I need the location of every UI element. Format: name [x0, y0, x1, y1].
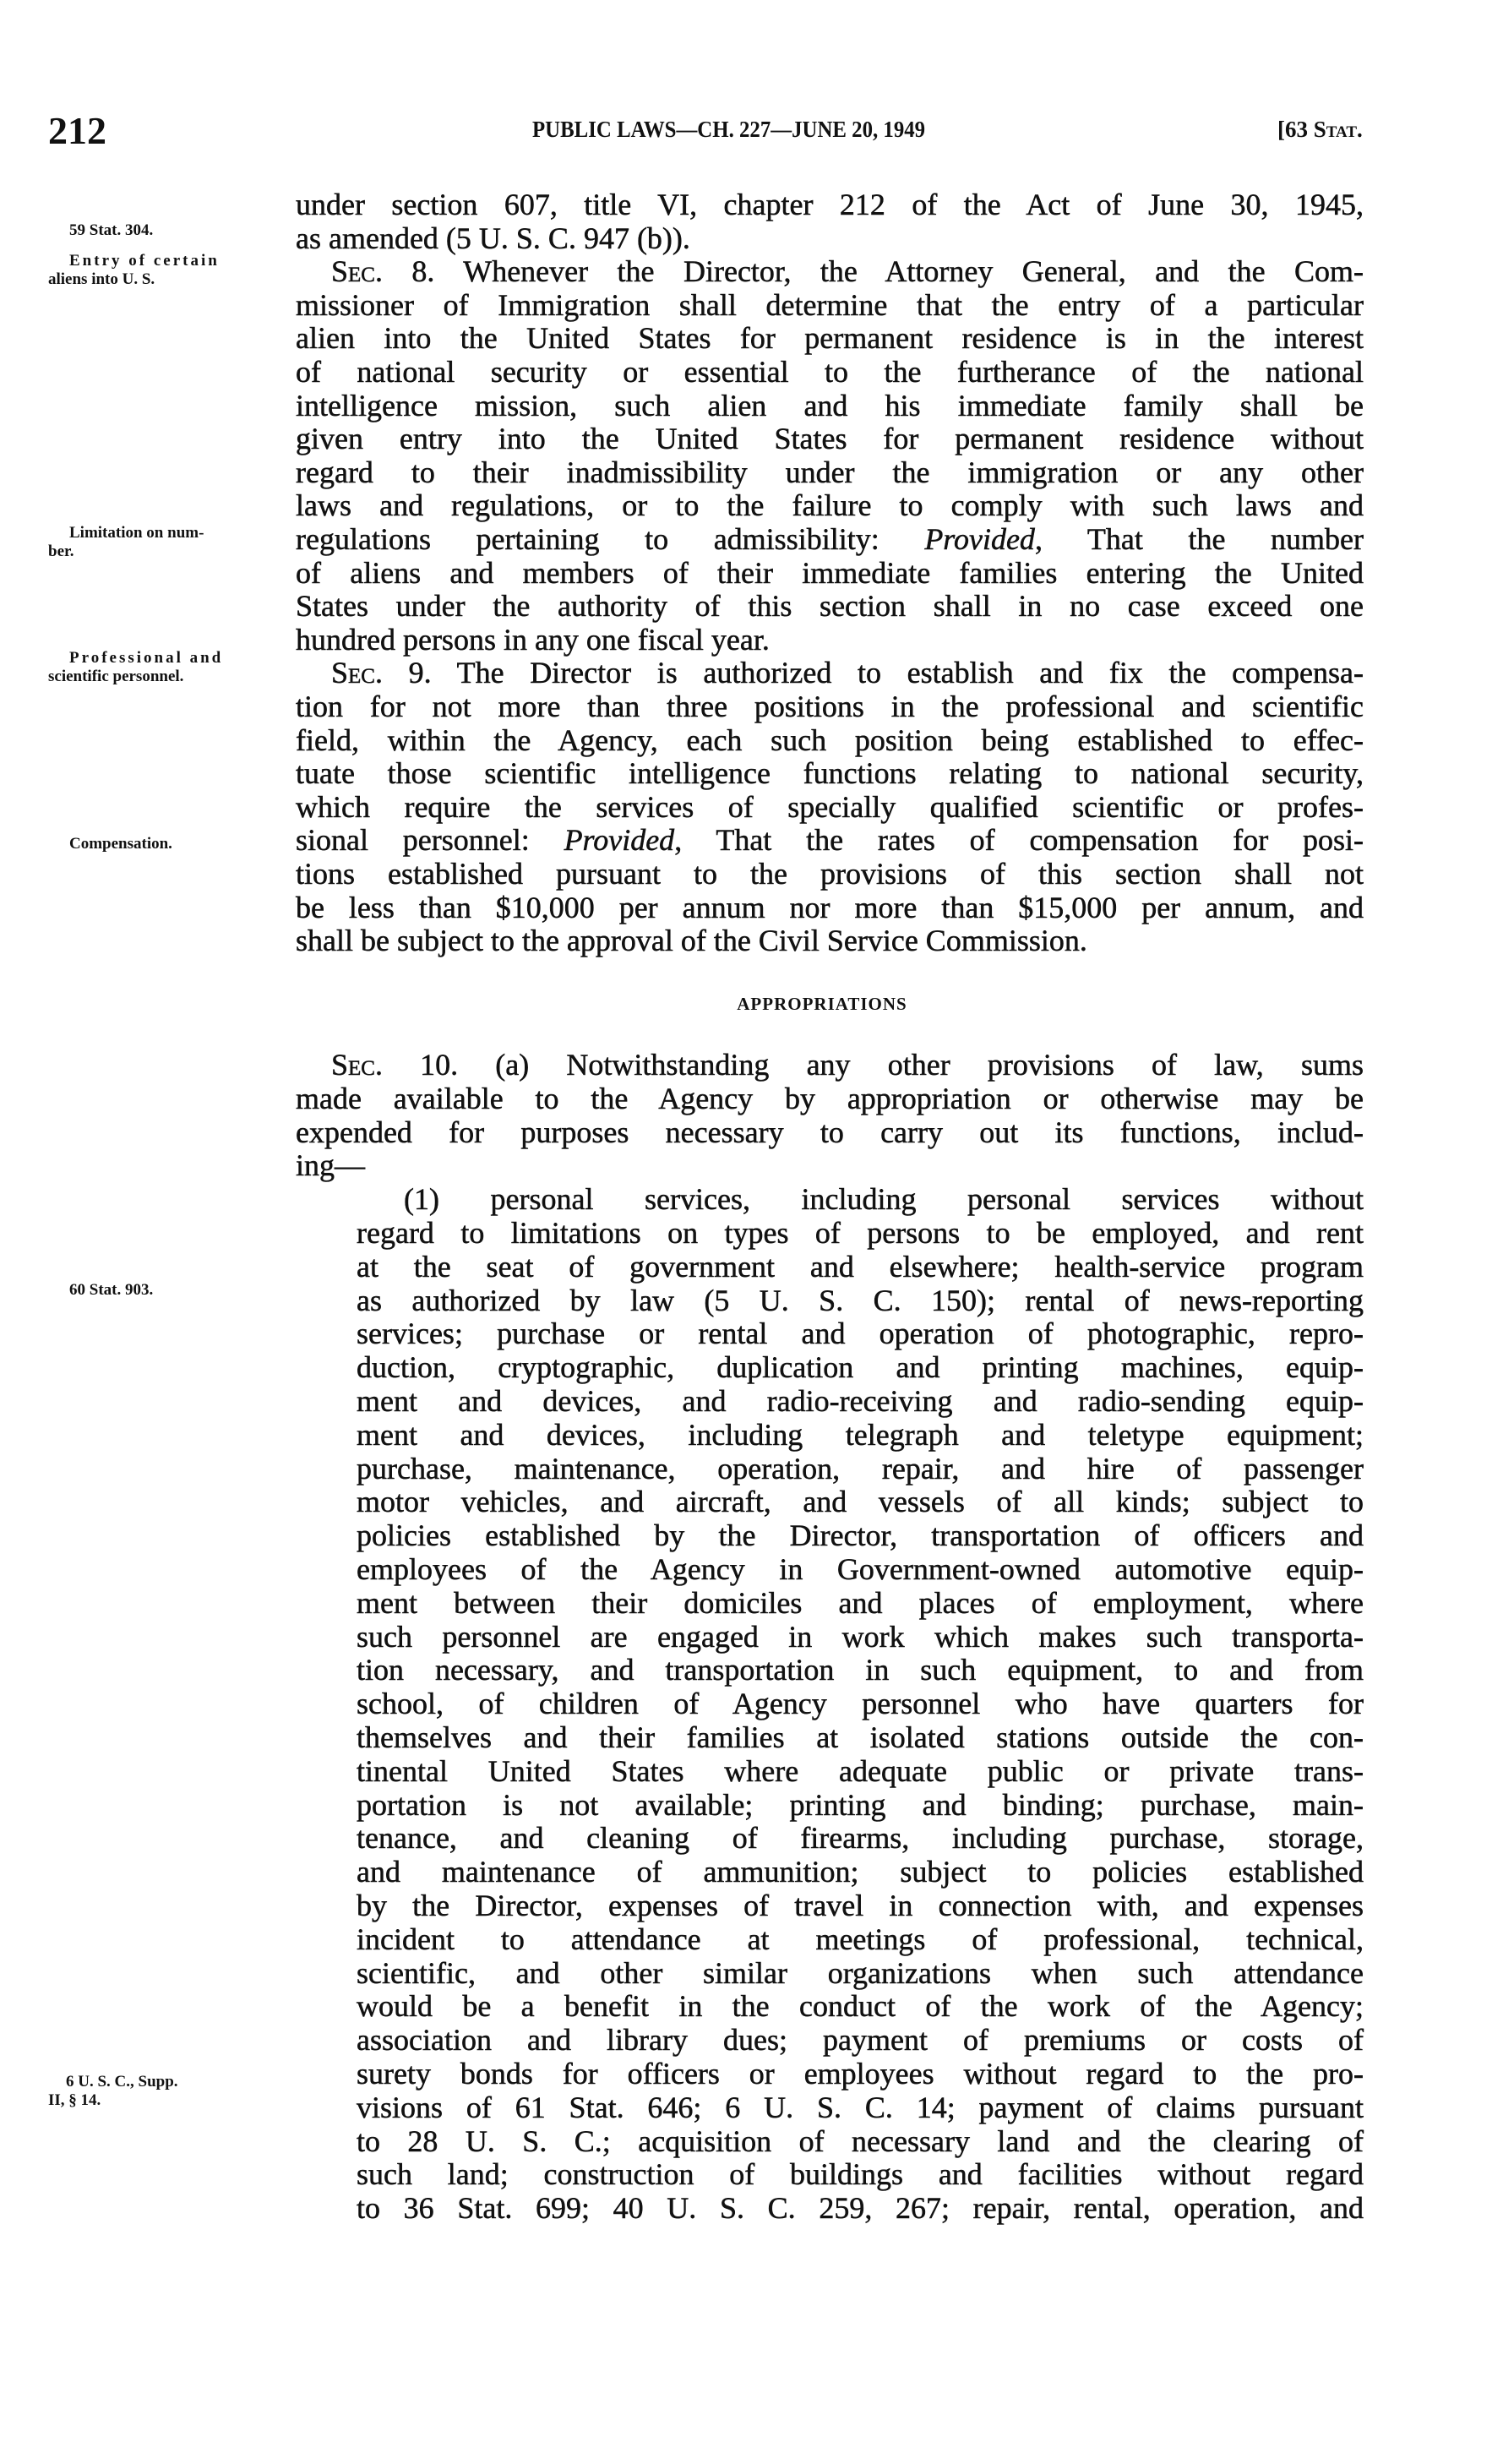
paragraph-line: tinental United States where adequate public or private trans-	[357, 1753, 1364, 1788]
paragraph-line: hundred persons in any one fiscal year.	[296, 622, 770, 657]
paragraph-line: Sec. 9. The Director is authorized to establish and fix the compensa-	[331, 656, 1364, 690]
margin-note-line: 59 Stat. 304.	[69, 221, 154, 239]
margin-note-line: 60 Stat. 903.	[69, 1281, 154, 1299]
paragraph-line: tion for not more than three positions in the professional and scientific	[296, 690, 1364, 723]
margin-note-line: Compensation.	[69, 835, 172, 853]
paragraph-line: sional personnel: Provided, That the rates of compensation for posi-	[296, 823, 1364, 858]
page-number: 212	[48, 109, 106, 152]
paragraph-line: ment and devices, including telegraph and teletype equipment;	[357, 1417, 1364, 1452]
paragraph-line: portation is not available; printing and binding; purchase, main-	[357, 1787, 1364, 1822]
paragraph-line: tuate those scientific intelligence functions relating to national security,	[296, 756, 1364, 791]
paragraph-line: to 28 U. S. C.; acquisition of necessary land and the clearing of	[357, 2123, 1364, 2158]
margin-note-line: 6 U. S. C., Supp.	[66, 2073, 178, 2091]
paragraph-line: regard to limitations on types of persons to be employed, and rent	[357, 1216, 1364, 1250]
paragraph-line: States under the authority of this section shall in no case exceed one	[296, 589, 1364, 624]
running-head: PUBLIC LAWS—CH. 227—JUNE 20, 1949	[532, 117, 926, 142]
paragraph-line: purchase, maintenance, operation, repair, and hire of passenger	[357, 1451, 1364, 1485]
paragraph-line: would be a benefit in the conduct of the work of the Agency;	[357, 1989, 1364, 2024]
paragraph-line: such personnel are engaged in work which makes such transporta-	[357, 1619, 1364, 1654]
paragraph-line: given entry into the United States for permanent residence without	[296, 422, 1364, 456]
paragraph-line: which require the services of specially qualified scientific or profes-	[296, 789, 1364, 824]
paragraph-line: policies established by the Director, transportation of officers and	[357, 1518, 1364, 1553]
paragraph-line: alien into the United States for permanent residence is in the interest	[296, 321, 1364, 356]
margin-note-line: aliens into U. S.	[48, 270, 155, 288]
paragraph-line: under section 607, title VI, chapter 212 of the Act of June 30, 1945,	[296, 188, 1364, 221]
margin-note-line: Entry of certain	[69, 252, 220, 270]
paragraph-line: be less than $10,000 per annum nor more than $15,000 per annum, and	[296, 890, 1364, 924]
margin-note-line: Professional and	[69, 649, 224, 667]
section-heading-appropriations: APPROPRIATIONS	[737, 994, 907, 1014]
italic-term: Provided	[564, 823, 675, 858]
paragraph-line: ment between their domiciles and places of employment, where	[357, 1585, 1364, 1620]
paragraph-line: of aliens and members of their immediate families entering the United	[296, 555, 1364, 590]
paragraph-line: incident to attendance at meetings of professional, technical,	[357, 1922, 1364, 1956]
paragraph-line: to 36 Stat. 699; 40 U. S. C. 259, 267; repair, rental, operation, and	[357, 2191, 1364, 2226]
paragraph-line: surety bonds for officers or employees without regard to the pro-	[357, 2057, 1364, 2091]
italic-term: Provided	[924, 522, 1035, 556]
paragraph-line: such land; construction of buildings and facilities without regard	[357, 2157, 1364, 2192]
paragraph-line: school, of children of Agency personnel who have quarters for	[357, 1687, 1364, 1721]
paragraph-line: regard to their inadmissibility under the immigration or any other	[296, 455, 1364, 489]
margin-note-line: scientific personnel.	[48, 668, 184, 685]
margin-note-line: II, § 14.	[48, 2091, 101, 2109]
paragraph-line: by the Director, expenses of travel in connection with, and expenses	[357, 1889, 1364, 1922]
paragraph-line: ing—	[296, 1148, 366, 1183]
paragraph-line: expended for purposes necessary to carry out its functions, includ-	[296, 1115, 1364, 1149]
paragraph-line: at the seat of government and elsewhere; health-service program	[357, 1249, 1364, 1284]
paragraph-line: missioner of Immigration shall determine that the entry of a particular	[296, 287, 1364, 322]
paragraph-line: and maintenance of ammunition; subject to policies established	[357, 1855, 1364, 1889]
paragraph-line: themselves and their families at isolated stations outside the con-	[357, 1720, 1364, 1754]
paragraph-line: (1) personal services, including personal services without	[404, 1182, 1364, 1217]
paragraph-line: services; purchase or rental and operation of photographic, repro-	[357, 1316, 1364, 1351]
paragraph-line: laws and regulations, or to the failure to comply with such laws and	[296, 488, 1364, 523]
margin-note-line: ber.	[48, 542, 74, 560]
paragraph-line: tions established pursuant to the provisions of this section shall not	[296, 857, 1364, 891]
paragraph-line: intelligence mission, such alien and his immediate family shall be	[296, 388, 1364, 422]
paragraph-line: motor vehicles, and aircraft, and vessels of all kinds; subject to	[357, 1485, 1364, 1519]
paragraph-line: tion necessary, and transportation in such equipment, to and from	[357, 1653, 1364, 1687]
section-label: Sec.	[331, 1048, 383, 1082]
section-label: Sec.	[331, 254, 383, 289]
paragraph-line: Sec. 10. (a) Notwithstanding any other provisions of law, sums	[331, 1048, 1364, 1082]
paragraph-line: scientific, and other similar organizations when such attendance	[357, 1955, 1364, 1990]
paragraph-line: tenance, and cleaning of firearms, including purchase, storage,	[357, 1821, 1364, 1856]
paragraph-line: as authorized by law (5 U. S. C. 150); rental of news-reporting	[357, 1283, 1364, 1317]
paragraph-line: as amended (5 U. S. C. 947 (b)).	[296, 221, 690, 255]
paragraph-line: of national security or essential to the furtherance of the national	[296, 355, 1364, 389]
paragraph-line: Sec. 8. Whenever the Director, the Attorney General, and the Com-	[331, 254, 1364, 289]
paragraph-line: shall be subject to the approval of the Civil Service Commission.	[296, 924, 1087, 958]
paragraph-line: regulations pertaining to admissibility: Provided, That the number	[296, 522, 1364, 556]
paragraph-line: visions of 61 Stat. 646; 6 U. S. C. 14; payment of claims pursuant	[357, 2090, 1364, 2124]
volume-reference: [63 Stat.	[1277, 117, 1363, 142]
paragraph-line: association and library dues; payment of premiums or costs of	[357, 2023, 1364, 2058]
section-label: Sec.	[331, 656, 383, 690]
paragraph-line: made available to the Agency by appropriation or otherwise may be	[296, 1081, 1364, 1115]
margin-note-line: Limitation on num-	[69, 524, 204, 542]
paragraph-line: employees of the Agency in Government-owned automotive equip-	[357, 1552, 1364, 1586]
paragraph-line: duction, cryptographic, duplication and printing machines, equip-	[357, 1350, 1364, 1385]
paragraph-line: ment and devices, and radio-receiving and radio-sending equip-	[357, 1384, 1364, 1418]
paragraph-line: field, within the Agency, each such position being established to effec-	[296, 722, 1364, 757]
